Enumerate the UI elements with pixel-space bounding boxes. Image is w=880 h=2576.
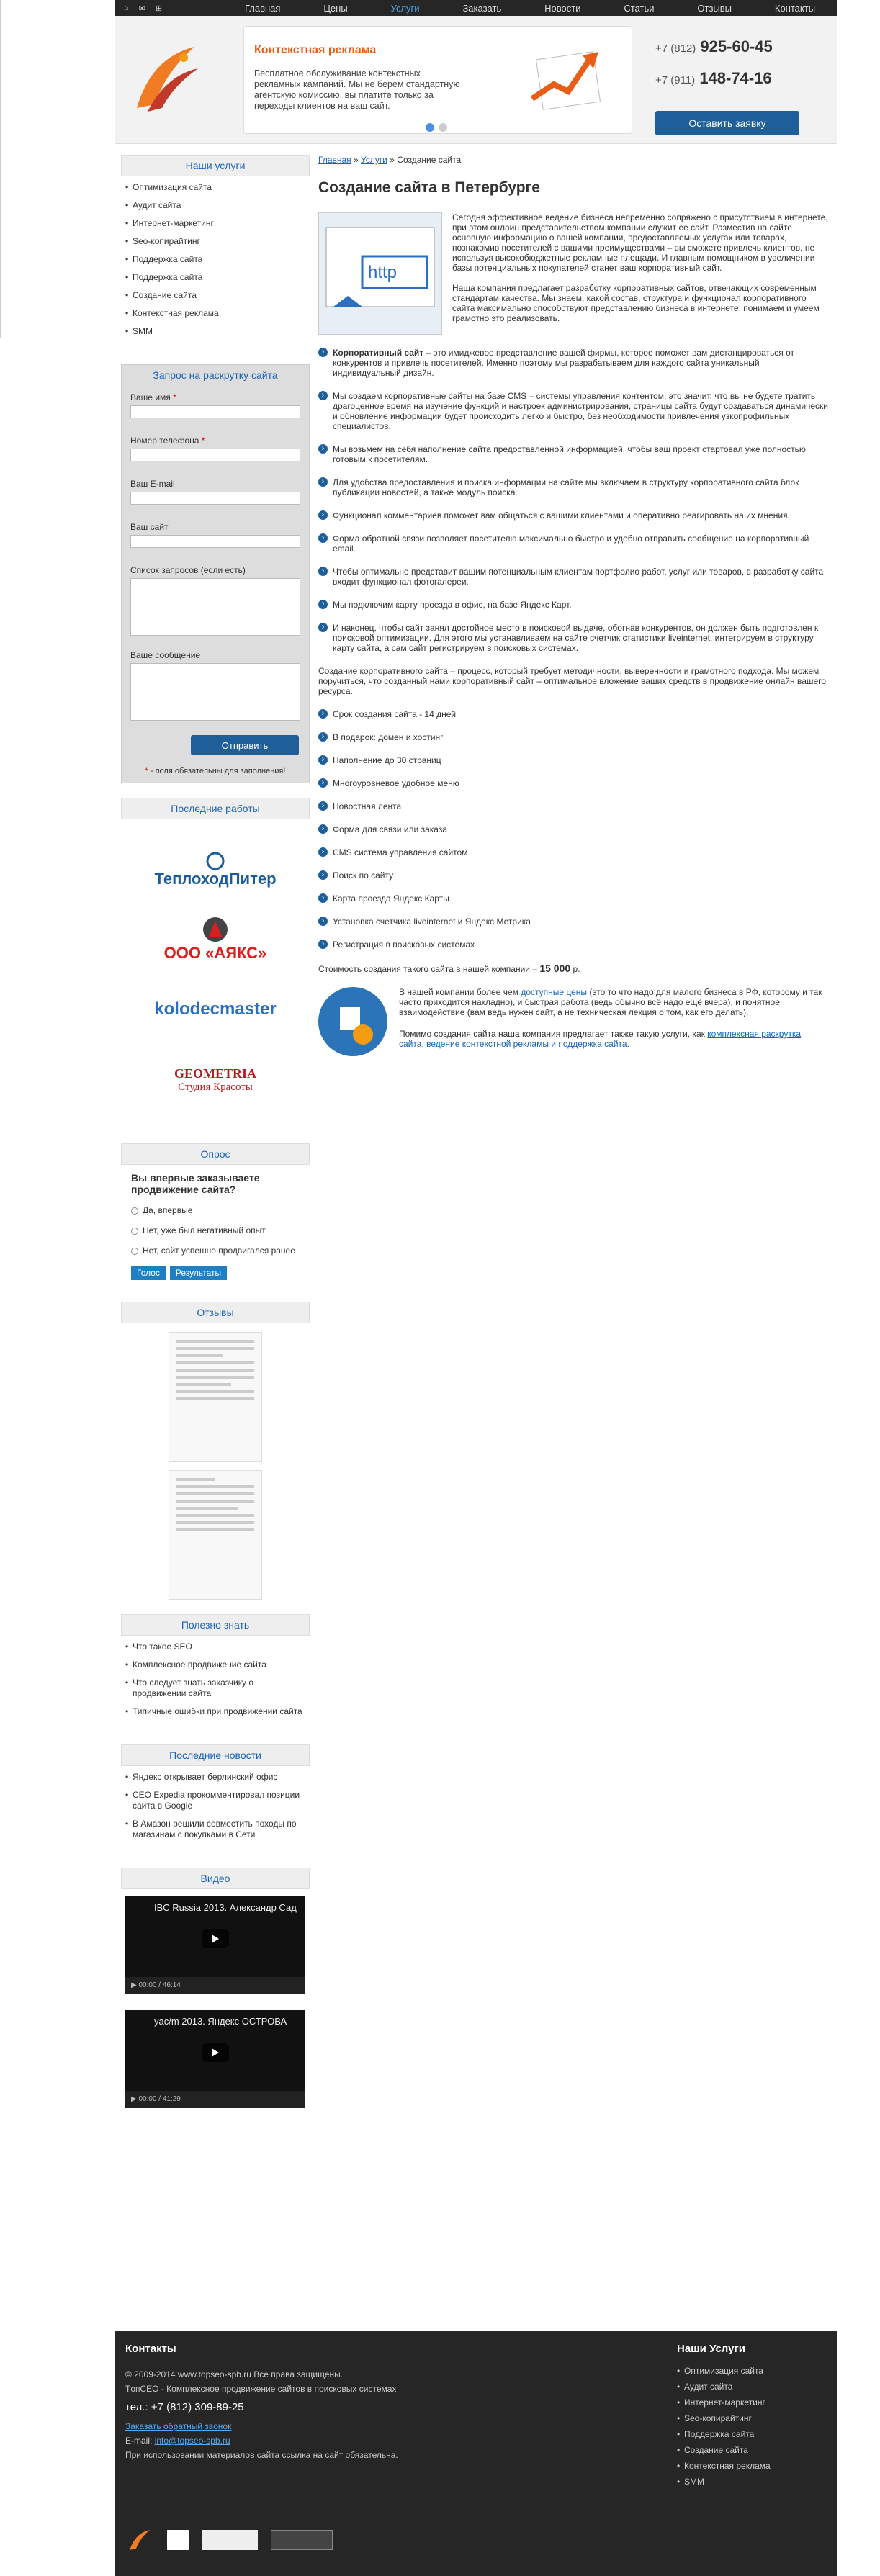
- slider-dots[interactable]: [426, 123, 447, 132]
- sidebar-service-item[interactable]: • Контекстная реклама: [124, 308, 307, 319]
- partner-badge[interactable]: [271, 2530, 333, 2550]
- header: [115, 16, 837, 144]
- video-player[interactable]: [125, 1896, 305, 1994]
- phones: [655, 37, 773, 101]
- crumb-current: Создание сайта: [397, 155, 462, 165]
- callback-link[interactable]: Заказать обратный звонок: [125, 2421, 232, 2431]
- services-link[interactable]: комплексная раскрутка сайта, ведение контекстной рекламы и поддержка сайта: [399, 1029, 802, 1049]
- useful-list: [121, 1636, 310, 1730]
- message-field[interactable]: [130, 663, 300, 721]
- useful-title: Полезно знать: [121, 1614, 310, 1636]
- poll-title: Опрос: [121, 1143, 310, 1165]
- counter-badge[interactable]: [167, 2530, 189, 2550]
- footer-services-title: Наши Услуги: [677, 2343, 745, 2355]
- poll-option[interactable]: Нет, сайт успешно продвигался ранее: [131, 1246, 300, 1256]
- summary-paragraph: Создание корпоративного сайта – процесс, который требует методичности, выверенности и грамотного подхода. Мы можем поручиться, что созданный нами корпоративный сайт – оптимальное вложение ваших средств в продвижение онлайн вашего ресурса.: [318, 666, 826, 696]
- footer-service-item[interactable]: • Интернет-маркетинг: [677, 2397, 771, 2408]
- poll-box: [121, 1143, 310, 1287]
- email-label: Ваш E-mail: [130, 479, 175, 489]
- main-content: [318, 155, 828, 1060]
- nav-item[interactable]: Контакты: [774, 2, 816, 14]
- news-box: [121, 1744, 310, 1853]
- guarantee-paragraph-2: Помимо создания сайта наша компания предлагает также такую услуги, как комплексная раскрутка сайта, ведение контекстной рекламы и поддержка сайта.: [399, 1029, 802, 1049]
- sidebar-service-item[interactable]: • Интернет-маркетинг: [124, 218, 307, 229]
- phone-1: +7 (812) 925-60-45: [655, 37, 773, 55]
- footer-service-item[interactable]: • Оптимизация сайта: [677, 2366, 771, 2376]
- results-button[interactable]: Результаты: [170, 1266, 227, 1280]
- services-title: Наши услуги: [121, 155, 310, 176]
- required-note: * - поля обязательны для заполнения!: [145, 767, 286, 775]
- footer-service-item[interactable]: • Аудит сайта: [677, 2382, 771, 2392]
- video-controls[interactable]: ▶ 00:00 / 41:29: [125, 2091, 305, 2108]
- news-item[interactable]: • CEO Expedia прокомментировал позиции сайта в Google: [124, 1790, 307, 1811]
- price-value: 15 000: [539, 963, 571, 974]
- bullet-item: › Мы возьмем на себя наполнение сайта предоставленной информацией, чтобы ваш проект стартовал уже полностью готовым к посетителям.: [318, 444, 828, 464]
- intro-paragraph-1: Сегодня эффективное ведение бизнеса непременно сопряжено с присутствием в интернете, при этом онлайн представительством компании служит ее сайт. Разместив на сайте основную информацию о вашей компании, предоставляемых услугах или товарах, познакомив посетителей с вашими преимуществами – вы сможете привлечь клиентов, не используя высокобюджетные рекламные площади. И главным помощником в увеличении базы потенциальных покупателей станет ваш корпоративный сайт.: [452, 212, 828, 273]
- breadcrumb: Главная » Услуги » Создание сайта: [318, 155, 462, 165]
- footer-contacts-title: Контакты: [125, 2343, 176, 2355]
- top-navbar: [115, 0, 837, 16]
- news-item[interactable]: • Яндекс открывает берлинский офис: [124, 1772, 307, 1783]
- sidebar: [121, 155, 310, 2124]
- useful-item[interactable]: • Что следует знать заказчику о продвижении сайта: [124, 1677, 307, 1699]
- copyright: © 2009-2014 www.topseo-spb.ru Все права защищены.: [125, 2369, 344, 2379]
- logo[interactable]: [122, 36, 209, 122]
- poll-option[interactable]: Нет, уже был негативный опыт: [131, 1225, 300, 1235]
- name-label: Ваше имя *: [130, 392, 176, 402]
- send-button[interactable]: Отправить: [191, 735, 299, 755]
- footer-service-item[interactable]: • Поддержка сайта: [677, 2429, 771, 2439]
- intro-paragraph-2: Наша компания предлагает разработку корпоративных сайтов, отвечающих современным стандартам качества. Мы знаем, какой состав, структура и функционал корпоративного сайта максимально способствуют представлению бизнеса в интернете, понимаем и умеем грамотно это реализовать.: [452, 283, 820, 323]
- useful-box: [121, 1614, 310, 1730]
- queries-field[interactable]: [130, 578, 300, 636]
- bullet-item: › Форма обратной связи позволяет посетителю максимально быстро и удобно отправить сообщение на корпоративный email.: [318, 533, 828, 554]
- phone-field[interactable]: [130, 449, 300, 461]
- feature-item: › Регистрация в поисковых системах: [318, 940, 828, 950]
- play-icon[interactable]: [202, 1929, 229, 1948]
- services-box: [121, 155, 310, 350]
- works-box: [121, 798, 310, 1129]
- useful-item[interactable]: • Типичные ошибки при продвижении сайта: [124, 1706, 307, 1717]
- prices-link[interactable]: доступные цены: [521, 987, 588, 997]
- news-item[interactable]: • В Амазон решили совместить походы по магазинам с покупками в Сети: [124, 1819, 307, 1840]
- bullet-list: [318, 348, 828, 653]
- video-player[interactable]: [125, 2010, 305, 2108]
- phone-2: +7 (911) 148-74-16: [655, 69, 772, 87]
- page-title: Создание сайта в Петербурге: [318, 179, 540, 196]
- footer-service-item[interactable]: • SMM: [677, 2477, 771, 2487]
- sidebar-service-item[interactable]: • Оптимизация сайта: [124, 182, 307, 193]
- video-controls[interactable]: ▶ 00:00 / 46:14: [125, 1977, 305, 1994]
- bullet-item: › Корпоративный сайт – это имиджевое представление вашей фирмы, которое поможет вам дистанцироваться от конкурентов и привлечь посетителей. Именно поэтому мы разрабатываем для каждого сайта уникальный индивидуальный дизайн.: [318, 348, 828, 378]
- sidebar-service-item[interactable]: • Аудит сайта: [124, 200, 307, 211]
- home-icon[interactable]: ⌂: [124, 3, 129, 12]
- promo-slider: [243, 26, 632, 134]
- bullet-item: › Для удобства предоставления и поиска информации на сайте мы включаем в структуру корпоративного сайта блок публикации новостей, а также модуль поиска.: [318, 477, 828, 497]
- footer-services-list: [677, 2366, 771, 2492]
- client-kolodec[interactable]: kolodecmaster: [154, 999, 277, 1019]
- promo-text: Бесплатное обслуживание контекстных рекламных кампаний. Мы не берем стандартную агентскую комиссию, вы платите только за переходы клиентов на ваш сайт.: [254, 68, 460, 111]
- features-list: [318, 709, 828, 950]
- email-link[interactable]: info@topseo-spb.ru: [154, 2436, 230, 2446]
- video-box: [121, 1868, 310, 2108]
- site-field[interactable]: [130, 535, 300, 548]
- review-document[interactable]: [169, 1332, 262, 1462]
- footer-phone: тел.: +7 (812) 309-89-25: [125, 2401, 244, 2413]
- request-form: [121, 364, 310, 783]
- reviews-box: [121, 1302, 310, 1600]
- ship-wheel-icon: [197, 848, 233, 870]
- sidebar-service-item[interactable]: • Создание сайта: [124, 290, 307, 301]
- footer-logo[interactable]: [125, 2526, 154, 2554]
- sidebar-service-item[interactable]: • Seo-копирайтинг: [124, 236, 307, 247]
- svg-text:http: http: [368, 263, 398, 282]
- ajax-logo-icon: [197, 915, 233, 944]
- services-list: [121, 176, 310, 350]
- footer-service-item[interactable]: • Контекстная реклама: [677, 2461, 771, 2471]
- feature-item: › В подарок: домен и хостинг: [318, 732, 828, 742]
- feature-item: › Новостная лента: [318, 801, 828, 811]
- footer-service-item[interactable]: • Seo-копирайтинг: [677, 2413, 771, 2423]
- footer-description: TопСЕО - Комплексное продвижение сайтов в поисковых системах: [125, 2384, 397, 2394]
- sidebar-service-item[interactable]: • Поддержка сайта: [124, 272, 307, 283]
- footer-service-item[interactable]: • Создание сайта: [677, 2445, 771, 2455]
- nav-item[interactable]: Главная: [244, 2, 281, 14]
- feature-item: › Многоуровневое удобное меню: [318, 778, 828, 788]
- video-caption: yac/m 2013. Яндекс ОСТРОВА: [154, 2016, 287, 2027]
- phone-label: Номер телефона *: [130, 436, 205, 446]
- order-button[interactable]: Оставить заявку: [655, 111, 799, 135]
- name-field[interactable]: [130, 405, 300, 418]
- nav-item[interactable]: Статьи: [624, 2, 655, 14]
- promo-title: Контекстная реклама: [254, 44, 377, 56]
- reviews-title: Отзывы: [121, 1302, 310, 1323]
- footer-notice: При использовании материалов сайта ссылка на сайт обязательна.: [125, 2450, 398, 2460]
- nav-item[interactable]: Услуги: [390, 2, 420, 14]
- feature-item: › Форма для связи или заказа: [318, 824, 828, 834]
- bullet-item: › Мы подключим карту проезда в офис, на базе Яндекс Карт.: [318, 600, 828, 610]
- poll-question: Вы впервые заказываете продвижение сайта?: [131, 1172, 260, 1195]
- review-document[interactable]: [169, 1470, 262, 1600]
- bullet-item: › Функционал комментариев поможет вам общаться с вашими клиентами и оперативно реагировать на их мнения.: [318, 510, 828, 521]
- bullet-item: › И наконец, чтобы сайт занял достойное место в поисковой выдаче, обогнав конкурентов, он должен быть подготовлен к поисковой оптимизации. Для этого мы устанавливаем на сайте счетчик статистики liveinternet, интегрируем в структуру карту сайта, а сам сайт регистрируем в поисковых системах.: [318, 623, 828, 653]
- news-title: Последние новости: [121, 1744, 310, 1766]
- crumb-home[interactable]: Главная: [318, 155, 351, 165]
- nav-item[interactable]: Заказать: [462, 2, 502, 14]
- promo-image: [511, 41, 611, 113]
- queries-label: Список запросов (если есть): [130, 565, 246, 575]
- crumb-services[interactable]: Услуги: [361, 155, 387, 165]
- email-field[interactable]: [130, 492, 300, 505]
- footer-email: E-mail: info@topseo-spb.ru: [125, 2436, 230, 2446]
- bullet-item: › Мы создаем корпоративные сайты на базе CMS – системы управления контентом, это значит, что вы не будете тратить драгоценное время на изучение функций и настроек администрирования, страницы сайта будут создаваться динамически и обновление информации будет происходить легко и быстро, без необходимости привлечения узкопрофильных специалистов.: [318, 391, 828, 431]
- video-caption: IBC Russia 2013. Александр Сад: [154, 1902, 297, 1913]
- liveinternet-counter[interactable]: [202, 2530, 258, 2550]
- sitemap-icon[interactable]: ⊞: [155, 4, 163, 13]
- poll-option[interactable]: Да, впервые: [131, 1205, 300, 1215]
- nav-item[interactable]: Новости: [544, 2, 581, 14]
- feature-item: › Срок создания сайта - 14 дней: [318, 709, 828, 719]
- works-title: Последние работы: [121, 798, 310, 819]
- thumbs-up-coins-icon: [318, 987, 387, 1056]
- price-line: Стоимость создания такого сайта в нашей компании – 15 000 р.: [318, 963, 580, 974]
- left-edge-line: [0, 0, 1, 338]
- nav-item[interactable]: Цены: [323, 2, 348, 14]
- nav-item[interactable]: Отзывы: [697, 2, 732, 14]
- client-ajax[interactable]: ООО «АЯКС»: [121, 910, 310, 968]
- message-label: Ваше сообщение: [130, 650, 201, 660]
- mail-icon[interactable]: ✉: [138, 4, 145, 13]
- website-illustration: [318, 212, 442, 335]
- vote-button[interactable]: Голос: [131, 1266, 166, 1280]
- useful-item[interactable]: • Комплексное продвижение сайта: [124, 1659, 307, 1670]
- play-icon[interactable]: [202, 2043, 229, 2062]
- guarantee-paragraph-1: В нашей компании более чем доступные цены (это то что надо для малого бизнеса в РФ, которому и так часто приходится накладно), и быстрая работа (ведь обычно всё надо ещё вчера), и понятное взаимодействие (вам ведь нужен сайт, а не техническая лекция о том, как его делать).: [399, 987, 822, 1017]
- feature-item: › Наполнение до 30 страниц: [318, 755, 828, 765]
- feature-item: › Поиск по сайту: [318, 870, 828, 881]
- bullet-item: › Чтобы оптимально представит вашим потенциальным клиентам портфолио работ, услуг или товаров, в разработку сайта входит функционал фотогалереи.: [318, 567, 828, 587]
- site-label: Ваш сайт: [130, 522, 169, 532]
- useful-item[interactable]: • Что такое SEO: [124, 1641, 307, 1652]
- client-teplohod[interactable]: ТеплоходПитер: [121, 839, 310, 897]
- feature-item: › CMS система управления сайтом: [318, 847, 828, 857]
- feature-item: › Установка счетчика liveinternet и Яндекс Метрика: [318, 917, 828, 927]
- client-geometria[interactable]: GEOMETRIA Студия Красоты: [174, 1066, 256, 1093]
- footer: [115, 2331, 837, 2576]
- news-list: [121, 1766, 310, 1853]
- video-title: Видео: [121, 1868, 310, 1889]
- sidebar-service-item[interactable]: • SMM: [124, 326, 307, 337]
- form-title: Запрос на раскрутку сайта: [153, 369, 278, 381]
- sidebar-service-item[interactable]: • Поддержка сайта: [124, 254, 307, 265]
- feature-item: › Карта проезда Яндекс Карты: [318, 893, 828, 904]
